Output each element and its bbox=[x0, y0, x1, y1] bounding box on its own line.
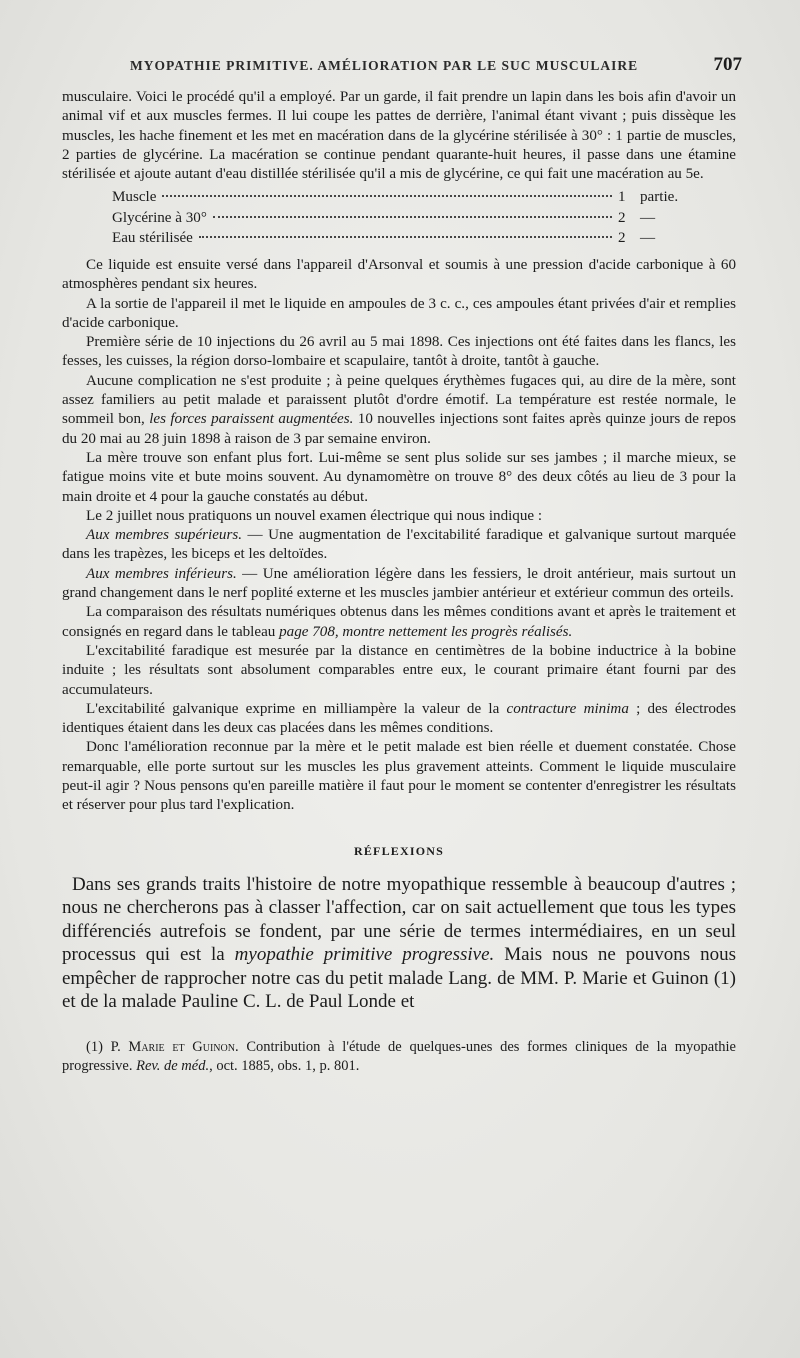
paragraph bbox=[62, 700, 736, 739]
footnote-spacer bbox=[62, 1014, 736, 1038]
recipe-unit: — bbox=[640, 230, 656, 247]
dot-leader bbox=[213, 216, 612, 218]
text-run: ; des électrodes identiques étaient dans les deux cas placées dans les mêmes conditions. bbox=[62, 700, 737, 737]
recipe-list bbox=[112, 188, 700, 250]
paragraph bbox=[62, 565, 736, 604]
recipe-ingredient: Muscle bbox=[112, 189, 157, 206]
italic-text: les forces paraissent augmentées. bbox=[149, 411, 354, 428]
paragraph: Ce liquide est ensuite versé dans l'appareil d'Arsonval et soumis à une pression d'acide carbonique à 60 atmosphères pendant six heures. bbox=[62, 256, 736, 293]
italic-text: myopathie primitive progressive. bbox=[234, 944, 495, 966]
paragraph: L'excitabilité faradique est mesurée par la distance en centimètres de la bobine inductrice à la bobine induite ; les résultats sont absolument comparables entre eux, le courant primaire étant fourni par des accumulateurs. bbox=[62, 642, 736, 698]
text-run: , oct. 1885, obs. 1, p. 801. bbox=[209, 1057, 360, 1074]
text-run: . Contribution à l'étude de quelques-unes des formes cliniques de la myopathie progressive. bbox=[62, 1038, 736, 1074]
text-run: — Une augmentation de l'excitabilité faradique et galvanique surtout marquée dans les trapèzes, les biceps et les deltoïdes. bbox=[62, 527, 737, 563]
paragraph bbox=[62, 873, 736, 1014]
text-run: Dans ses grands traits l'histoire de notre myopathique ressemble à beaucoup d'autres ; nous ne chercherons pas à classer l'affection, car on sait actuellement que tous les types différenciés autrefois se fondent, par une série de termes intermédiaires, en un seul processus qui est la bbox=[62, 873, 736, 966]
footnote-authors: Marie et Guinon bbox=[128, 1038, 235, 1055]
text-run: — Une amélioration légère dans les fessiers, le droit antérieur, mais surtout un grand changement dans le nerf poplité externe et les muscles jambier antérieur et extérieur commun des orteils. bbox=[62, 565, 736, 602]
dot-leader bbox=[199, 236, 612, 238]
page-number: 707 bbox=[713, 54, 742, 75]
paragraph: A la sortie de l'appareil il met le liquide en ampoules de 3 c. c., ces ampoules étant privées d'air et remplies d'acide carbonique. bbox=[62, 295, 736, 331]
italic-text: page 708, montre nettement les progrès réalisés. bbox=[279, 623, 573, 640]
body-text bbox=[62, 88, 736, 1076]
recipe-row bbox=[112, 229, 700, 250]
italic-label: Aux membres supérieurs. bbox=[86, 527, 242, 544]
recipe-quantity: 2 bbox=[618, 209, 626, 226]
section-title: RÉFLEXIONS bbox=[353, 843, 445, 858]
recipe-ingredient: Glycérine à 30° bbox=[112, 209, 207, 226]
paragraph: Donc l'amélioration reconnue par la mère et le petit malade est bien réelle et duement constatée. Chose remarquable, elle porte surtout sur les muscles les plus gravement atteints. Comment le liquide musculaire peut-il agir ? Nous pensons qu'en pareille matière il faut pour le moment se contenter d'enregistrer les résultats et réserver pour plus tard l'explication. bbox=[62, 739, 736, 814]
reflexions-section bbox=[62, 873, 736, 1014]
page-header bbox=[130, 54, 742, 76]
text-run: L'excitabilité galvanique exprime en milliampère la valeur de la bbox=[86, 700, 507, 717]
text-run: Aucune complication ne s'est produite ; à peine quelques érythèmes fugaces qui, au dire de la mère, sont assez familiers au petit malade et paraissent plutôt d'ordre émotif. La température est restée normale, le sommeil bon, bbox=[62, 372, 736, 428]
text-run: 10 nouvelles injections sont faites après quinze jours de repos du 20 mai au 28 juin 1898 à raison de 3 par semaine environ. bbox=[62, 411, 736, 447]
paragraph: Première série de 10 injections du 26 avril au 5 mai 1898. Ces injections ont été faites dans les flancs, les fesses, les cuisses, la région dorso-lombaire et scapulaire, tantôt à droite, tantôt à gauche. bbox=[62, 334, 736, 370]
italic-label: Aux membres inférieurs. bbox=[86, 565, 237, 582]
paragraph bbox=[62, 603, 736, 642]
footnote bbox=[62, 1038, 736, 1076]
paragraph: Le 2 juillet nous pratiquons un nouvel examen électrique qui nous indique : bbox=[86, 507, 543, 524]
recipe-quantity: 1 bbox=[618, 189, 626, 206]
text-run: (1) P. bbox=[86, 1038, 129, 1055]
journal-title: Rev. de méd. bbox=[136, 1057, 210, 1074]
dot-leader bbox=[162, 195, 612, 197]
running-head: MYOPATHIE PRIMITIVE. AMÉLIORATION PAR LE SUC MUSCULAIRE bbox=[130, 58, 639, 73]
recipe-row bbox=[112, 188, 700, 209]
paragraph: musculaire. Voici le procédé qu'il a employé. Par un garde, il fait prendre un lapin dans les bois afin d'avoir un animal vif et aux muscles fermes. Il lui coupe les pattes de derrière, l'animal étant vivant ; puis dissèque les muscles, les hache finement et les met en macération dans de la glycérine stérilisée à 30° : 1 partie de muscles, 2 parties de glycérine. La macération se continue pendant quarante-huit heures, il passe dans une étamine stérilisée et ajoute autant d'eau distillée stérilisée qu'il a mis de glycérine, ce qui fait une macération au 5e. bbox=[62, 89, 736, 183]
paragraph: La mère trouve son enfant plus fort. Lui-même se sent plus solide sur ses jambes ; il marche mieux, se fatigue moins vite et bute moins souvent. Au dynamomètre on trouve 8° des deux côtés au lieu de 3 pour la main droite et 4 pour la gauche constatés au début. bbox=[62, 449, 736, 505]
recipe-ingredient: Eau stérilisée bbox=[112, 230, 193, 247]
italic-text: contracture minima bbox=[506, 700, 629, 717]
recipe-quantity: 2 bbox=[618, 230, 626, 247]
paragraph bbox=[62, 526, 736, 565]
text-run: Mais nous ne pouvons nous empêcher de rapprocher notre cas du petit malade Lang. de MM. P. Marie et Guinon (1) et de la malade Pauline C. L. de Paul Londe et bbox=[62, 944, 736, 1013]
recipe-row bbox=[112, 209, 700, 230]
recipe-unit: — bbox=[640, 209, 656, 226]
recipe-unit: partie. bbox=[640, 189, 679, 206]
text-run: La comparaison des résultats numériques obtenus dans les mêmes conditions avant et après le traitement et consignés en regard dans le tableau bbox=[62, 604, 736, 640]
footnote-text bbox=[62, 1038, 736, 1076]
paragraph bbox=[62, 372, 736, 449]
